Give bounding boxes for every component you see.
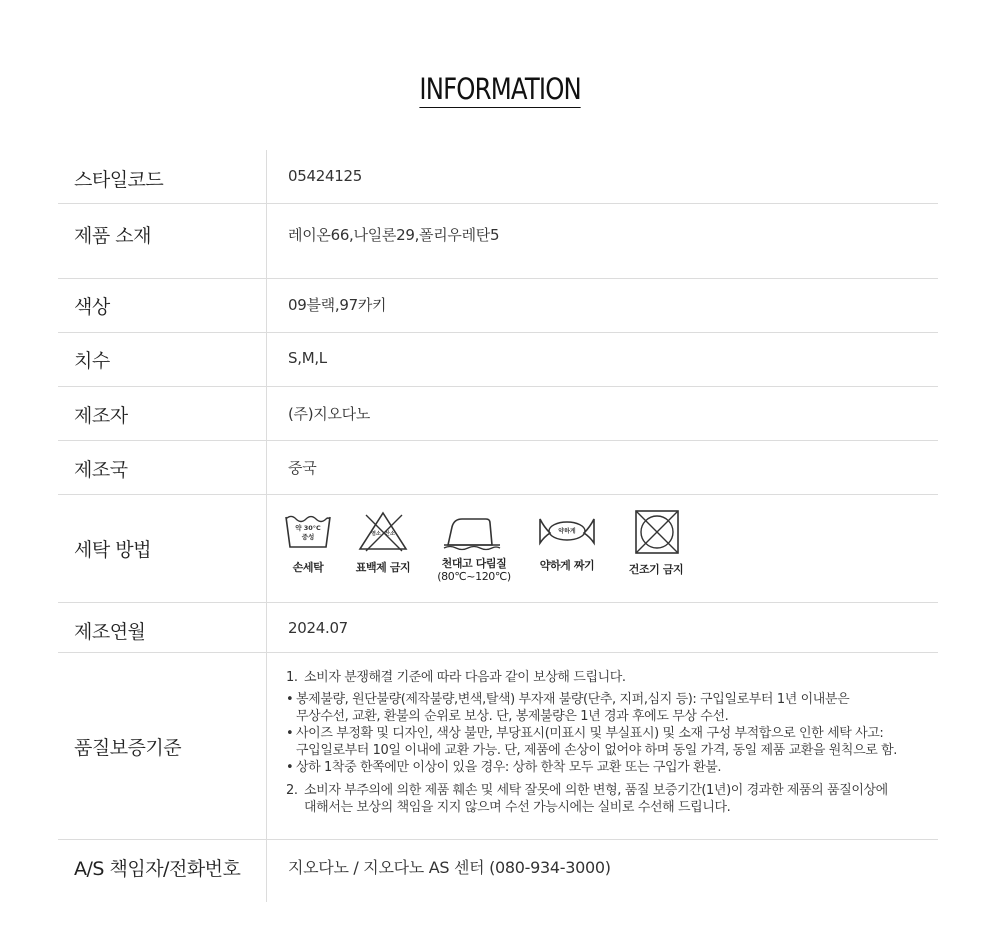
no-dryer-label: 건조기 금지 — [628, 563, 684, 576]
color-value: 09블랙,97카키 — [288, 296, 387, 314]
quality-bullet-3: • 상하 1착중 한쪽에만 이상이 있을 경우: 상하 한착 모두 교환 또는 구입가 환불. — [286, 760, 722, 775]
date-value: 2024.07 — [288, 619, 348, 637]
size-value: S,M,L — [288, 349, 327, 367]
row-as — [58, 840, 938, 902]
divider — [266, 653, 267, 839]
divider — [266, 495, 267, 602]
hand-wash-label: 손세탁 — [292, 561, 324, 574]
info-table — [58, 150, 938, 902]
as-label: A/S 책임자/전화번호 — [74, 858, 241, 880]
quality-item-1: 1. 소비자 분쟁해결 기준에 따라 다음과 같이 보상해 드립니다. — [286, 670, 626, 685]
quality-item-2: 2. 소비자 부주의에 의한 제품 훼손 및 세탁 잘못에 의한 변형, 품질 보증기간(1년)이 경과한 제품의 품질이상에 대해서는 보상의 책임을 지지 않으며 수선 가능시에는 실비로 수선해 드립니다. — [286, 783, 888, 815]
size-label: 치수 — [74, 350, 110, 372]
style-code-value: 05424125 — [288, 167, 362, 185]
gentle-wring-label: 약하게 짜기 — [539, 559, 595, 572]
divider — [266, 150, 267, 203]
quality-bullet-2: • 사이즈 부정확 및 디자인, 색상 불만, 부당표시(미표시 및 부실표시) 및 소재 구성 부적합으로 인한 세탁 사고: 구입일로부터 10일 이내에 교환 가능. 단, 제품에 손상이 없어야 하며 동일 가격, 동일 제품 교환을 원칙으로 함. — [286, 726, 898, 758]
svg-text:산소: 산소 — [385, 531, 395, 537]
row-date — [58, 603, 938, 653]
divider — [266, 387, 267, 440]
svg-text:중성: 중성 — [301, 533, 315, 541]
row-material — [58, 204, 938, 279]
gentle-wring-icon — [530, 509, 604, 553]
page-title-wrap — [0, 72, 1000, 108]
care-no-bleach — [352, 509, 414, 574]
svg-text:염소: 염소 — [371, 531, 381, 537]
iron-label: 천대고 다림질 — [441, 557, 507, 570]
care-iron — [434, 509, 514, 583]
style-code-label: 스타일코드 — [74, 169, 164, 191]
material-label: 제품 소재 — [74, 225, 151, 247]
care-no-dryer — [624, 509, 688, 576]
divider — [266, 204, 267, 278]
quality-bullet-1: • 봉제불량, 원단불량(제작불량,변색,탈색) 부자재 불량(단추, 지퍼,심지 등): 구입일로부터 1년 이내분은 무상수선, 교환, 환불의 순위로 보상. 단, 봉제불량은 1년 경과 후에도 무상 수선. — [286, 692, 850, 724]
divider — [266, 441, 267, 494]
row-washing — [58, 495, 938, 603]
row-color — [58, 279, 938, 333]
row-quality — [58, 653, 938, 840]
no-bleach-icon — [352, 509, 414, 553]
row-country — [58, 441, 938, 495]
iron-with-cloth-icon — [434, 509, 514, 553]
svg-text:약 30°C: 약 30°C — [295, 524, 321, 532]
care-hand-wash — [280, 509, 336, 574]
row-size — [58, 333, 938, 387]
quality-label: 품질보증기준 — [74, 737, 182, 759]
as-value: 지오다노 / 지오다노 AS 센터 (080-934-3000) — [288, 858, 611, 877]
divider — [266, 279, 267, 332]
divider — [266, 603, 267, 652]
row-maker — [58, 387, 938, 441]
country-label: 제조국 — [74, 459, 128, 481]
material-value: 레이온66,나일론29,폴리우레탄5 — [288, 226, 500, 244]
page-title: INFORMATION — [419, 72, 581, 106]
divider — [266, 840, 267, 902]
date-label: 제조연월 — [74, 621, 146, 643]
color-label: 색상 — [74, 296, 110, 318]
maker-label: 제조자 — [74, 405, 128, 427]
maker-value: (주)지오다노 — [288, 405, 371, 423]
care-gentle-wring — [530, 509, 604, 572]
country-value: 중국 — [288, 459, 317, 477]
iron-temp-label: (80℃~120℃) — [437, 570, 511, 583]
divider — [266, 333, 267, 386]
hand-wash-30-icon — [280, 509, 336, 553]
no-bleach-label: 표백제 금지 — [355, 561, 411, 574]
row-style-code — [58, 150, 938, 204]
washing-label: 세탁 방법 — [74, 539, 151, 561]
no-tumble-dry-icon — [624, 509, 688, 557]
quality-text — [286, 669, 936, 821]
svg-text:약하게: 약하게 — [558, 528, 576, 535]
